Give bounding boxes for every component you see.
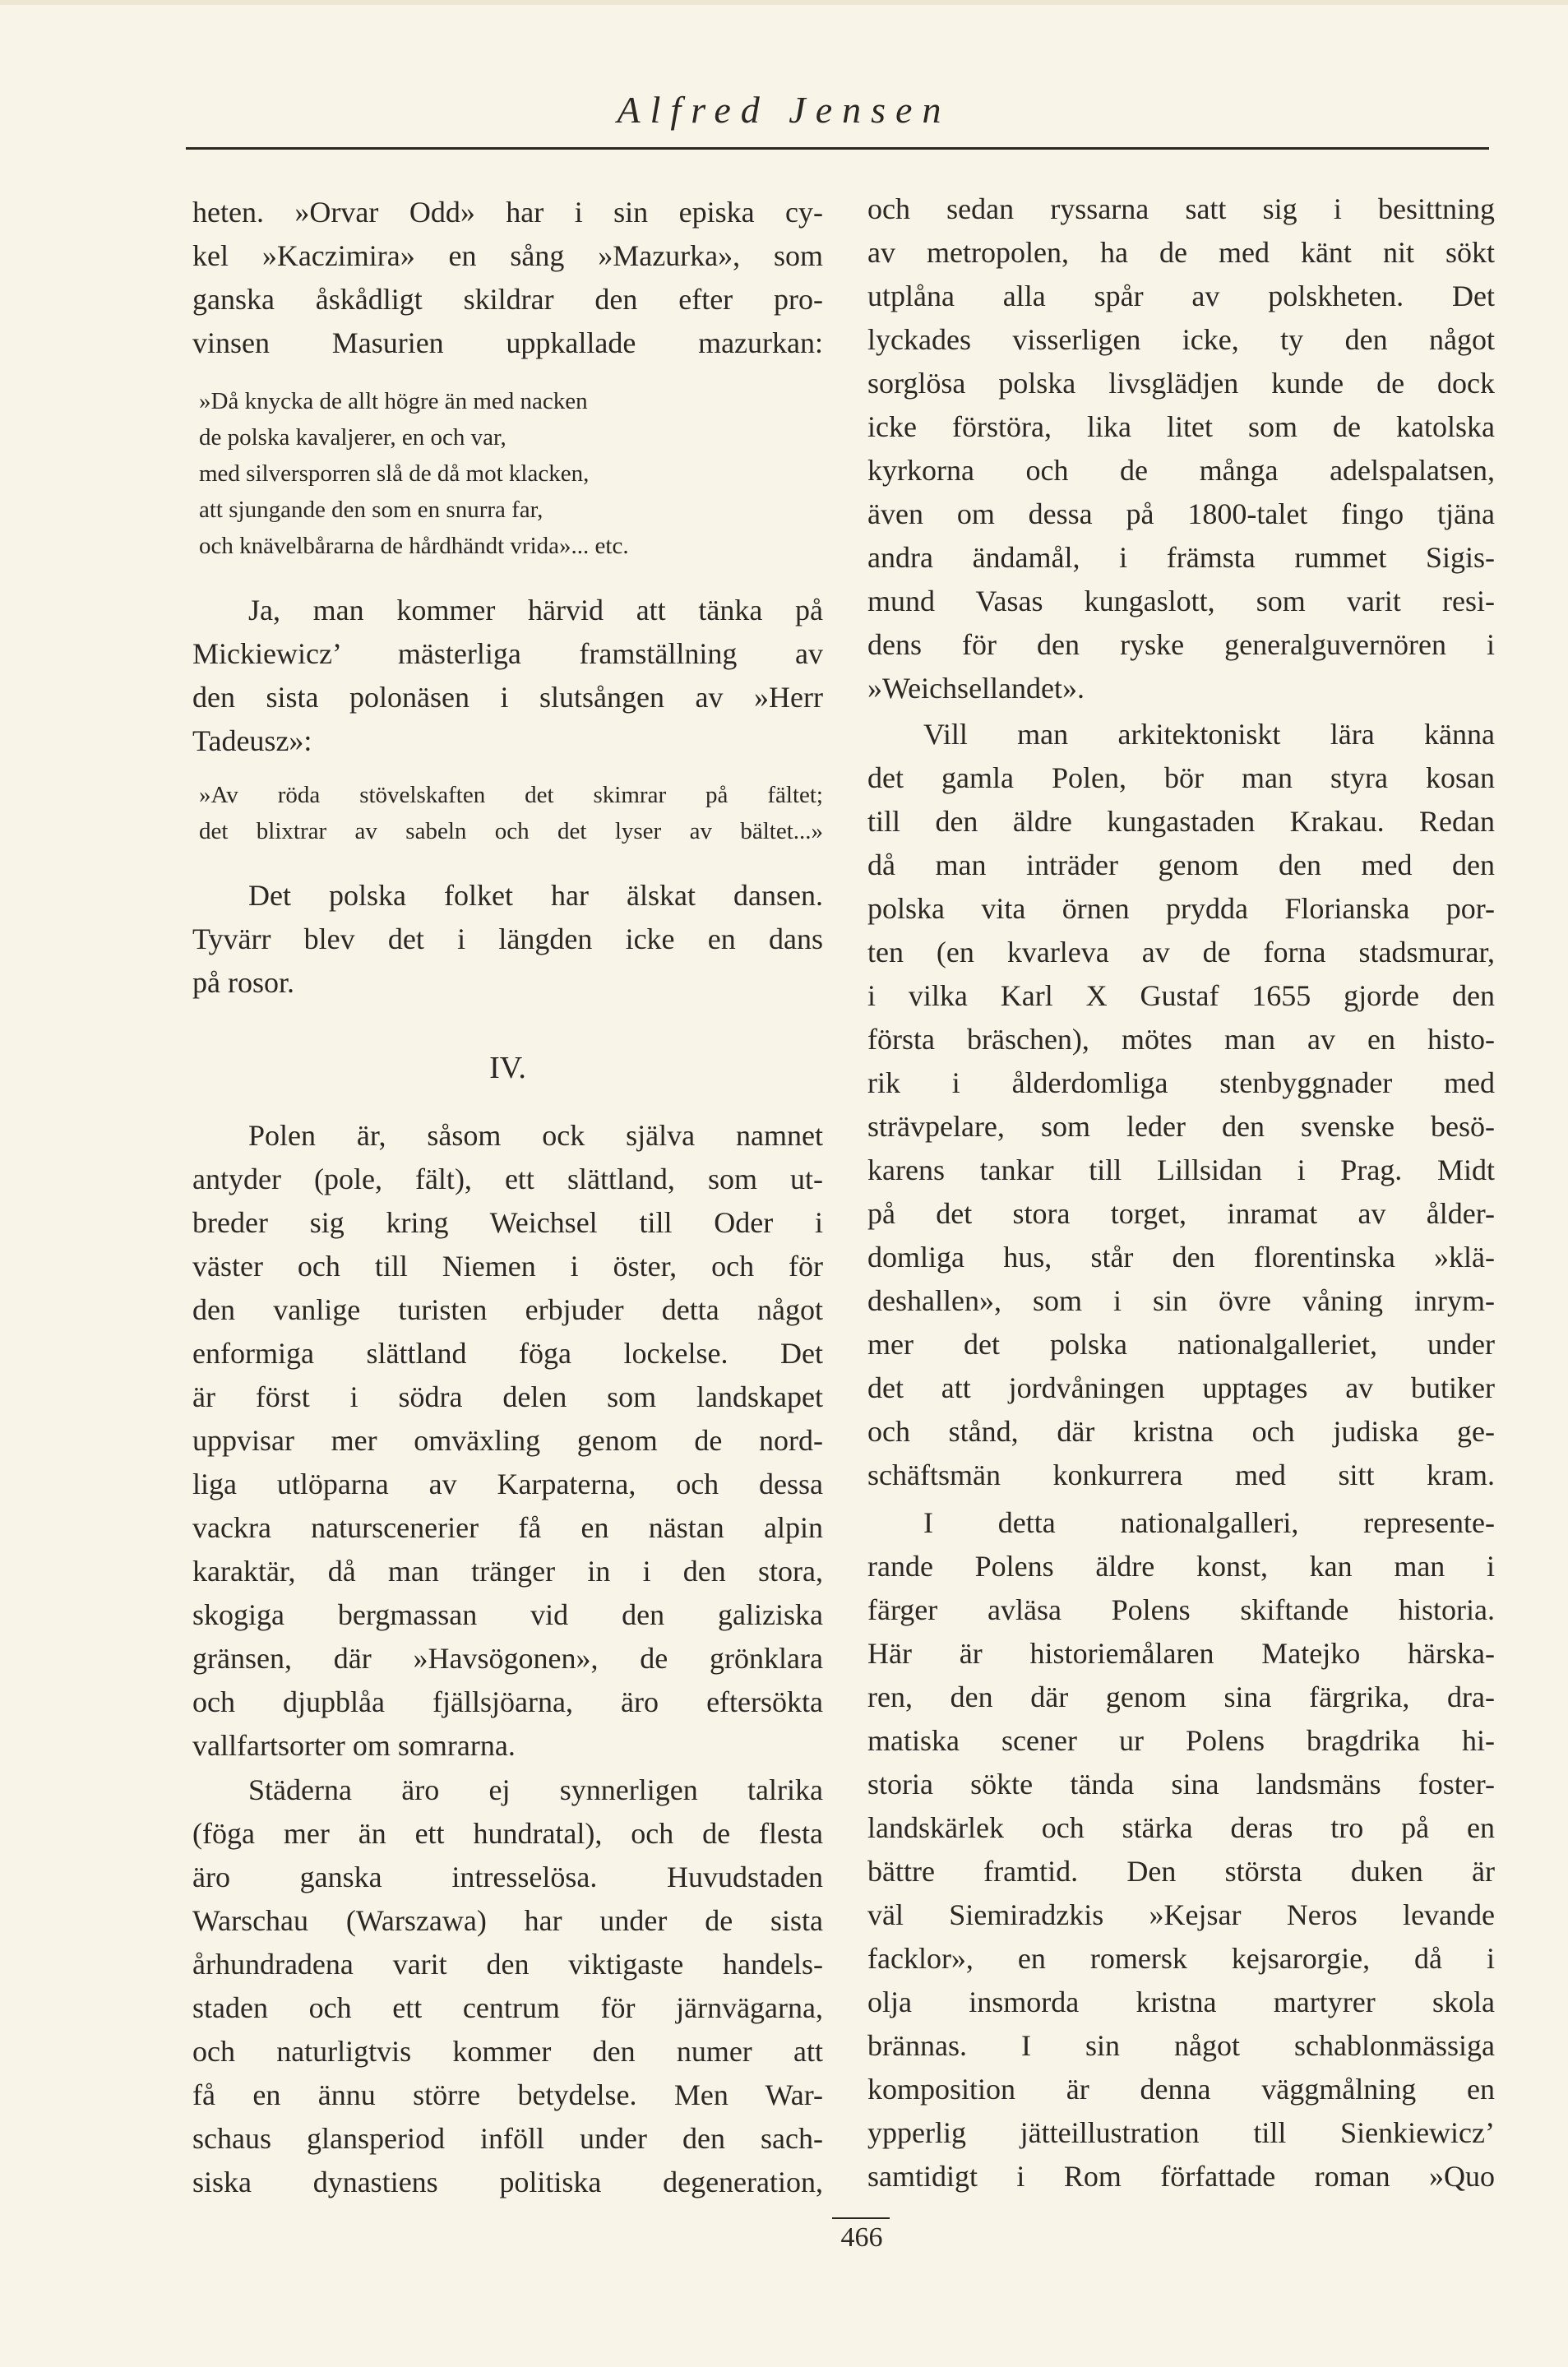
section-heading: IV. [489, 1051, 526, 1085]
text-line: sorglösa polska livsglädjen kunde de dock [867, 367, 1495, 400]
text-line: Det polska folket har älskat dansen. [248, 879, 823, 912]
text-line: uppvisar mer omväxling genom de nord- [192, 1424, 823, 1457]
text-line: vinsen Masurien uppkallade mazurkan: [192, 326, 823, 359]
text-line: bättre framtid. Den största duken är [867, 1855, 1495, 1888]
paragraph [192, 191, 823, 365]
text-line: och naturligtvis kommer den numer att [192, 2035, 823, 2068]
text-line: vackra naturscenerier få en nästan alpin [192, 1511, 823, 1544]
header-rule [186, 147, 1489, 150]
text-line: utplåna alla spår av polskheten. Det [867, 280, 1495, 312]
text-line: antyder (pole, fält), ett slättland, som ut- [192, 1163, 823, 1195]
text-line: med silversporren slå de då mot klacken, [199, 460, 590, 487]
text-line: och sedan ryssarna satt sig i besittning [867, 192, 1495, 225]
text-line: ypperlig jätteillustration till Sienkiewicz’ [867, 2116, 1495, 2149]
text-line: de polska kavaljerer, en och var, [199, 424, 506, 451]
text-line: »Weichsellandet». [867, 672, 1085, 705]
text-line: Mickiewicz’ mästerliga framställning av [192, 637, 823, 670]
text-line: »Av röda stövelskaften det skimrar på fältet; [199, 782, 823, 808]
text-line: matiska scener ur Polens bragdrika hi- [867, 1724, 1495, 1757]
page-top-edge [0, 0, 1568, 5]
verse-quotation [192, 777, 823, 849]
text-line: lyckades visserligen icke, ty den något [867, 323, 1495, 356]
page-number: 466 [840, 2222, 883, 2253]
text-line: av metropolen, ha de med känt nit sökt [867, 236, 1495, 269]
text-line: karaktär, då man tränger in i den stora, [192, 1555, 823, 1588]
text-line: Tadeusz»: [192, 724, 312, 757]
text-line: Städerna äro ej synnerligen talrika [248, 1773, 823, 1806]
text-line: mer det polska nationalgalleriet, under [867, 1328, 1495, 1361]
paragraph [192, 1768, 823, 2204]
paragraph [867, 187, 1495, 710]
text-line: på rosor. [192, 966, 294, 999]
text-line: icke förstöra, lika litet som de katolska [867, 410, 1495, 443]
text-line: väl Siemiradzkis »Kejsar Neros levande [867, 1898, 1495, 1931]
text-line: ren, den där genom sina färgrika, dra- [867, 1680, 1495, 1713]
text-line: i vilka Karl X Gustaf 1655 gjorde den [867, 979, 1495, 1012]
paragraph [192, 1114, 823, 1768]
text-line: kel »Kaczimira» en sång »Mazurka», som [192, 239, 823, 272]
text-line: då man inträder genom den med den [867, 848, 1495, 881]
text-line: och knävelbårarna de hårdhändt vrida»... etc. [199, 533, 629, 559]
text-line: breder sig kring Weichsel till Oder i [192, 1206, 823, 1239]
text-line: olja insmorda kristna martyrer skola [867, 1986, 1495, 2018]
text-line: Ja, man kommer härvid att tänka på [248, 594, 823, 626]
text-line: polska vita örnen prydda Florianska por- [867, 892, 1495, 925]
paragraph [867, 1501, 1495, 2198]
text-line: rande Polens äldre konst, kan man i [867, 1550, 1495, 1583]
text-line: heten. »Orvar Odd» har i sin episka cy- [192, 196, 823, 229]
page-number-rule [832, 2217, 890, 2219]
paragraph [192, 874, 823, 1005]
text-line: ganska åskådligt skildrar den efter pro- [192, 283, 823, 316]
text-line: färger avläsa Polens skiftande historia. [867, 1593, 1495, 1626]
text-line: domliga hus, står den florentinska »klä- [867, 1241, 1495, 1274]
text-line: äro ganska intresselösa. Huvudstaden [192, 1861, 823, 1893]
text-line: Tyvärr blev det i längden icke en dans [192, 922, 823, 955]
text-line: är först i södra delen som landskapet [192, 1380, 823, 1413]
text-line: första bräschen), mötes man av en histo- [867, 1023, 1495, 1056]
text-line: I detta nationalgalleri, represente- [923, 1506, 1495, 1539]
text-line: Warschau (Warszawa) har under de sista [192, 1904, 823, 1937]
text-line: rik i ålderdomliga stenbyggnader med [867, 1066, 1495, 1099]
text-line: schaus glansperiod inföll under den sach- [192, 2122, 823, 2155]
text-line: den sista polonäsen i slutsången av »Herr [192, 681, 823, 714]
text-line: Polen är, såsom ock själva namnet [248, 1119, 823, 1152]
paragraph [867, 713, 1495, 1497]
text-line: ten (en kvarleva av de forna stadsmurar, [867, 936, 1495, 969]
verse-quotation [192, 383, 823, 564]
text-line: skogiga bergmassan vid den galiziska [192, 1598, 823, 1631]
text-line: till den äldre kungastaden Krakau. Redan [867, 805, 1495, 838]
text-line: samtidigt i Rom författade roman »Quo [867, 2160, 1495, 2193]
text-line: liga utlöparna av Karpaterna, och dessa [192, 1468, 823, 1500]
text-line: få en ännu större betydelse. Men War- [192, 2078, 823, 2111]
text-line: siska dynastiens politiska degeneration, [192, 2166, 823, 2198]
text-line: det att jordvåningen upptages av butiker [867, 1371, 1495, 1404]
text-line: schäftsmän konkurrera med sitt kram. [867, 1459, 1495, 1491]
text-line: enformiga slättland föga lockelse. Det [192, 1337, 823, 1370]
text-line: det blixtrar av sabeln och det lyser av bältet...» [199, 818, 823, 844]
text-line: staden och ett centrum för järnvägarna, [192, 1991, 823, 2024]
text-line: storia sökte tända sina landsmäns foster- [867, 1768, 1495, 1801]
running-head-author: Alfred Jensen [617, 89, 951, 131]
text-line: (föga mer än ett hundratal), och de flesta [192, 1817, 823, 1850]
text-line: även om dessa på 1800-talet fingo tjäna [867, 497, 1495, 530]
text-line: det gamla Polen, bör man styra kosan [867, 761, 1495, 794]
text-line: och stånd, där kristna och judiska ge- [867, 1415, 1495, 1448]
text-line: århundradena varit den viktigaste handels- [192, 1948, 823, 1981]
text-line: facklor», en romersk kejsarorgie, då i [867, 1942, 1495, 1975]
text-line: väster och till Niemen i öster, och för [192, 1250, 823, 1283]
text-line: strävpelare, som leder den svenske besö- [867, 1110, 1495, 1143]
text-line: Här är historiemålaren Matejko härska- [867, 1637, 1495, 1670]
text-line: vallfartsorter om somrarna. [192, 1729, 516, 1762]
text-line: landskärlek och stärka deras tro på en [867, 1811, 1495, 1844]
text-line: »Då knycka de allt högre än med nacken [199, 388, 588, 414]
text-line: mund Vasas kungaslott, som varit resi- [867, 585, 1495, 617]
text-line: andra ändamål, i främsta rummet Sigis- [867, 541, 1495, 574]
text-line: den vanlige turisten erbjuder detta något [192, 1293, 823, 1326]
text-line: att sjungande den som en snurra far, [199, 497, 543, 523]
text-line: deshallen», som i sin övre våning inrym- [867, 1284, 1495, 1317]
text-line: på det stora torget, inramat av ålder- [867, 1197, 1495, 1230]
text-line: dens för den ryske generalguvernören i [867, 628, 1495, 661]
paragraph [192, 589, 823, 763]
text-line: brännas. I sin något schablonmässiga [867, 2029, 1495, 2062]
text-line: kyrkorna och de många adelspalatsen, [867, 454, 1495, 487]
text-line: karens tankar till Lillsidan i Prag. Midt [867, 1153, 1495, 1186]
text-line: gränsen, där »Havsögonen», de grönklara [192, 1642, 823, 1675]
text-line: och djupblåa fjällsjöarna, äro eftersökta [192, 1685, 823, 1718]
text-line: Vill man arkitektoniskt lära känna [923, 718, 1495, 751]
text-line: komposition är denna väggmålning en [867, 2073, 1495, 2106]
